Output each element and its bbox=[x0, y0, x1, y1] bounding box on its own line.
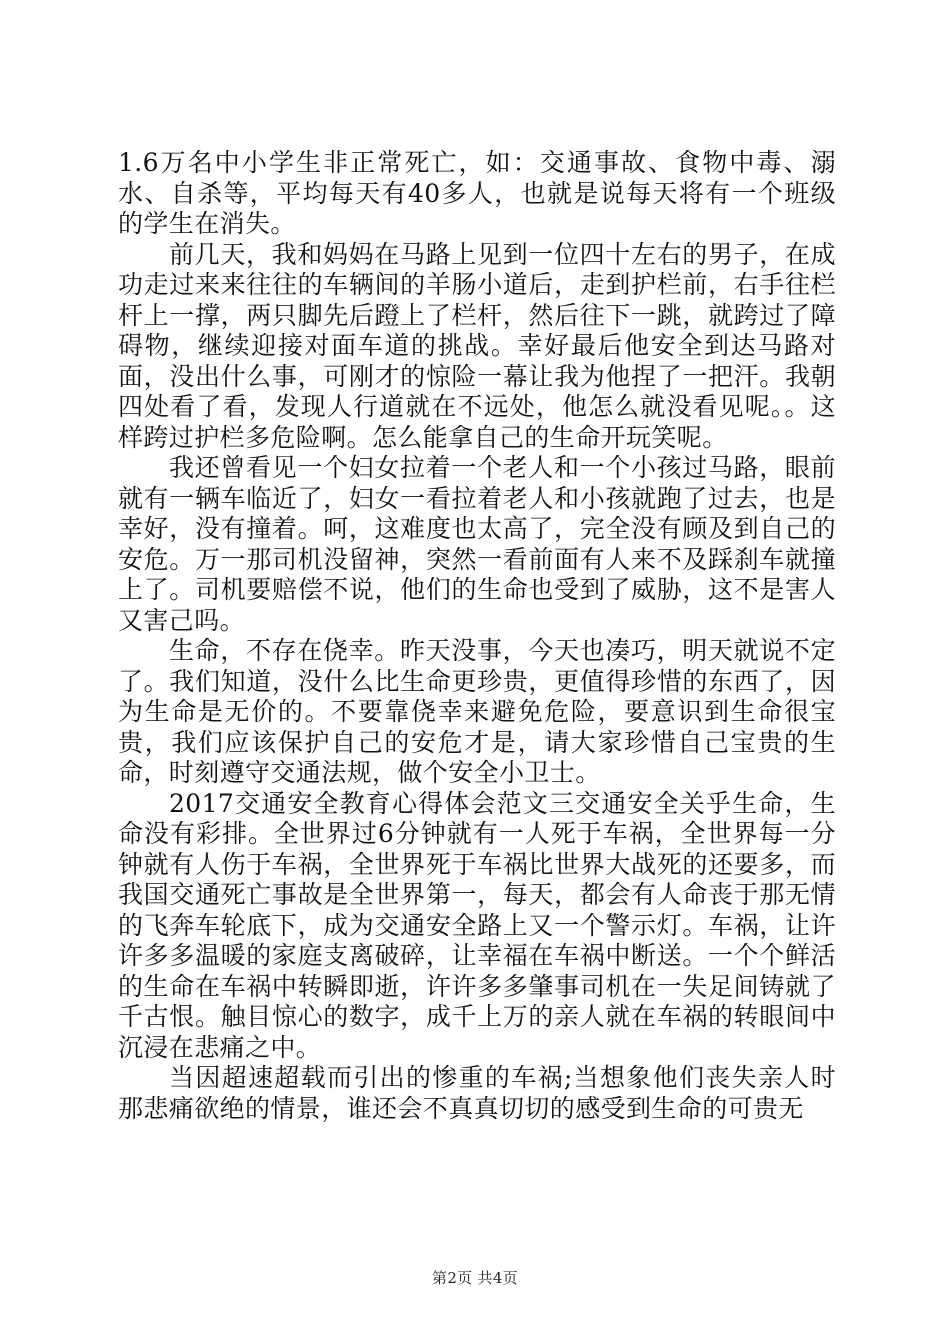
page-number-footer: 第2页 共4页 bbox=[432, 1269, 518, 1287]
paragraph-essay-three-intro: 2017交通安全教育心得体会范文三交通安全关乎生命，生命没有彩排。全世界过6分钟就有一人死于车祸，全世界每一分钟就有人伤于车祸，全世界死于车祸比世界大战死的还要多，而我国交通死亡事故是全世界第一，每天，都会有人命丧于那无情的飞奔车轮底下，成为交通安全路上又一个警示灯。车祸，让许许多多温暖的家庭支离破碎，让幸福在车祸中断送。一个个鲜活的生命在车祸中转瞬即逝，许许多多肇事司机在一失足间铸就了千古恨。触目惊心的数字，成千上万的亲人就在车祸的转眼间中沉浸在悲痛之中。 bbox=[118, 788, 836, 1062]
paragraph-no-luck-in-life: 生命，不存在侥幸。昨天没事，今天也凑巧，明天就说不定了。我们知道，没什么比生命更珍贵，更值得珍惜的东西了，因为生命是无价的。不要靠侥幸来避免危险，要意识到生命很宝贵，我们应该保护自己的安危才是，请大家珍惜自己宝贵的生命，时刻遵守交通法规，做个安全小卫士。 bbox=[118, 636, 836, 787]
document-body bbox=[118, 148, 836, 1124]
paragraph-statistics: 1.6万名中小学生非正常死亡，如：交通事故、食物中毒、溺水、自杀等，平均每天有40多人，也就是说每天将有一个班级的学生在消失。 bbox=[118, 148, 836, 238]
paragraph-overspeed-accidents: 当因超速超载而引出的惨重的车祸;当想象他们丧失亲人时那悲痛欲绝的情景，谁还会不真真切切的感受到生命的可贵无 bbox=[118, 1063, 836, 1123]
paragraph-man-crossing-barrier: 前几天，我和妈妈在马路上见到一位四十左右的男子，在成功走过来来往往的车辆间的羊肠小道后，走到护栏前，右手往栏杆上一撑，两只脚先后蹬上了栏杆，然后往下一跳，就跨过了障碍物，继续迎接对面车道的挑战。幸好最后他安全到达马路对面，没出什么事，可刚才的惊险一幕让我为他捏了一把汗。我朝四处看了看，发现人行道就在不远处，他怎么就没看见呢。。这样跨过护栏多危险啊。怎么能拿自己的生命开玩笑呢。 bbox=[118, 239, 836, 452]
paragraph-woman-crossing-road: 我还曾看见一个妇女拉着一个老人和一个小孩过马路，眼前就有一辆车临近了，妇女一看拉着老人和小孩就跑了过去，也是幸好，没有撞着。呵，这难度也太高了，完全没有顾及到自己的安危。万一那司机没留神，突然一看前面有人来不及踩刹车就撞上了。司机要赔偿不说，他们的生命也受到了威胁，这不是害人又害己吗。 bbox=[118, 453, 836, 635]
